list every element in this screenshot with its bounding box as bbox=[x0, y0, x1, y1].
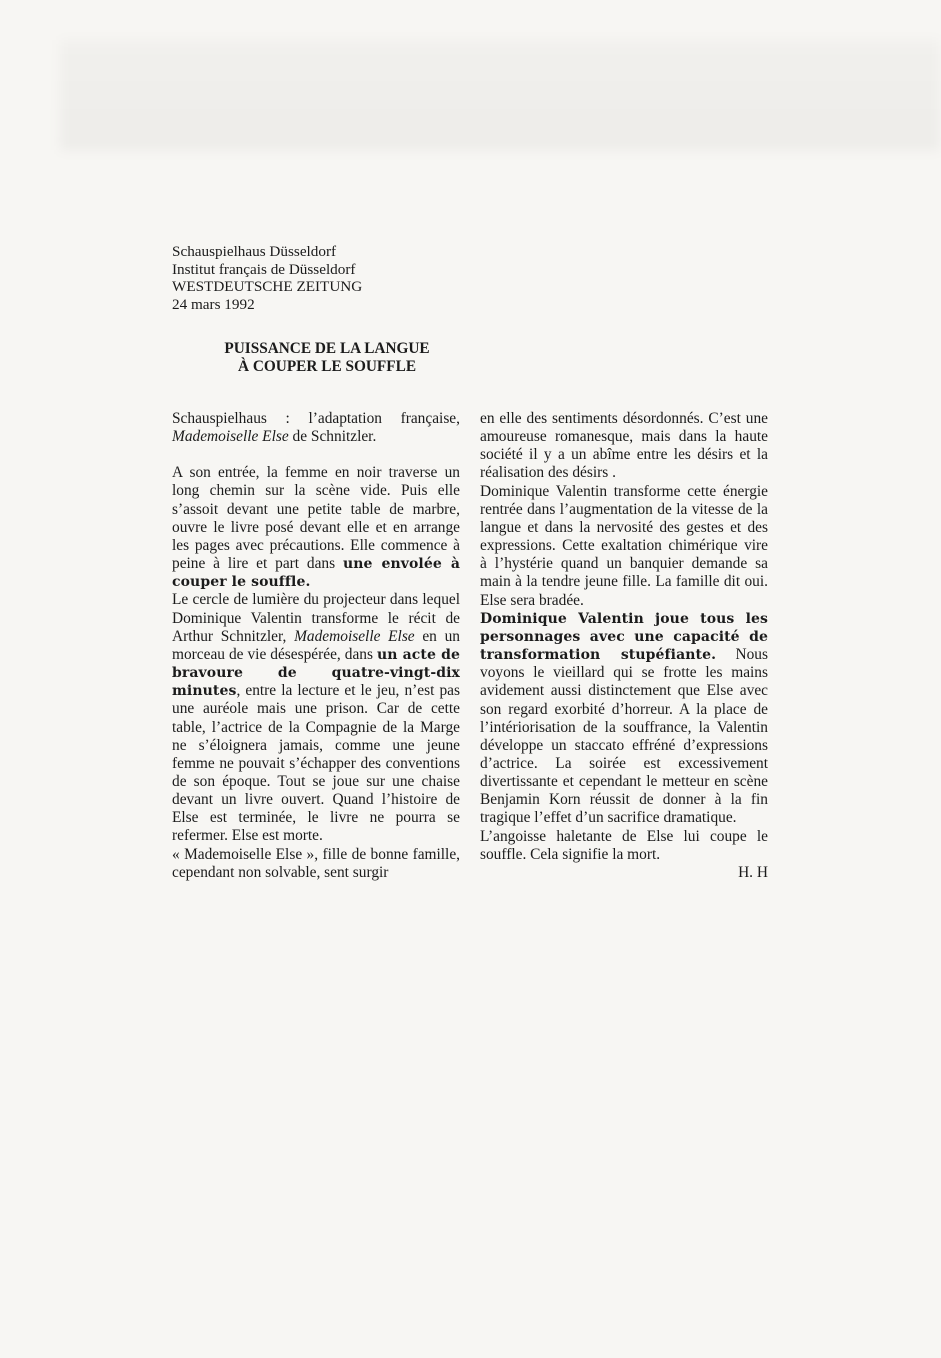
headline-line: À COUPER LE SOUFFLE bbox=[237, 358, 417, 375]
text-run: , entre la lecture et le jeu, n’est pas une auréole mais une prison. Car de cette table, l’actrice de la Compagnie de la Marge ne s’éloignera jamais, comme une jeune femme ne pouvait s’échapper des conventions de son époque. Tout se joue sur une chaise devant un livre ouvert. Quand l’histoire de Else est terminée, le livre ne pourra se refermer. Else est morte. bbox=[172, 682, 460, 845]
article-column-right bbox=[480, 410, 768, 882]
bold-phrase: Dominique Valentin joue tous les personnages avec une capacité de transformation stupéfiante. bbox=[480, 610, 768, 664]
text-run: de Schnitzler. bbox=[288, 428, 377, 446]
source-block bbox=[172, 243, 362, 313]
paragraph: « Mademoiselle Else », fille de bonne famille, cependant non solvable, sent surgir bbox=[172, 845, 460, 881]
headline-line: PUISSANCE DE LA LANGUE bbox=[224, 340, 430, 357]
paragraph: en elle des sentiments désordonnés. C’est une amoureuse romanesque, mais dans la haute société il y a un abîme entre les désirs et la réalisation des désirs . bbox=[480, 410, 768, 482]
article-headline bbox=[172, 340, 482, 376]
paragraph: L’angoisse haletante de Else lui coupe le souffle. Cela signifie la mort. bbox=[480, 827, 768, 863]
text-run: Le cercle de lumière du projecteur dans lequel Dominique Valentin transforme le récit de Arthur Schnitzler, bbox=[172, 591, 460, 645]
paragraph bbox=[172, 464, 460, 591]
article-column-left bbox=[172, 410, 460, 882]
faded-masthead bbox=[60, 40, 940, 150]
text-run: A son entrée, la femme en noir traverse un long chemin sur la scène vide. Puis elle s’assoit devant une petite table de marbre, ouvre le livre posé devant elle et en arrange les pages avec précautions. Elle commence à peine à lire et part dans bbox=[172, 464, 460, 573]
work-title: Mademoiselle Else bbox=[172, 428, 289, 446]
paragraph bbox=[480, 610, 768, 828]
source-line: Institut français de Düsseldorf bbox=[172, 260, 356, 278]
work-title: Mademoiselle Else bbox=[294, 627, 415, 645]
text-run: Nous voyons le vieillard qui se frotte les mains avidement aussi distinctement que Else avec son regard exorbité d’horreur. A la place de l’intériorisation de la souffrance, la Valentin développe un staccato effréné d’expressions d’actrice. La soirée est excessivement divertissante et cependant le metteur en scène Benjamin Korn réussit de donner à la fin tragique l’effet d’un sacrifice dramatique. bbox=[480, 646, 768, 827]
source-line: Schauspielhaus Düsseldorf bbox=[172, 243, 337, 260]
author-signature: H. H bbox=[738, 863, 768, 881]
text-run: Schauspielhaus : l’adaptation française, bbox=[172, 410, 460, 427]
bold-phrase: un acte de bravoure de quatre-vingt-dix minutes bbox=[172, 646, 460, 700]
bold-phrase: une envolée à couper le souffle. bbox=[172, 556, 460, 591]
text-run: en un morceau de vie désespérée, dans bbox=[172, 627, 460, 663]
paragraph: Dominique Valentin transforme cette énergie rentrée dans l’augmentation de la vitesse de la langue et dans la nervosité des gestes et des expressions. Cette exaltation chimérique vire à l’hystérie quand un banquier demande sa main à la tendre jeune fille. La famille dit oui. Else sera bradée. bbox=[480, 482, 768, 609]
paragraph bbox=[172, 591, 460, 845]
source-line: WESTDEUTSCHE ZEITUNG bbox=[172, 278, 363, 295]
source-date: 24 mars 1992 bbox=[172, 295, 255, 313]
paragraph bbox=[172, 410, 460, 446]
